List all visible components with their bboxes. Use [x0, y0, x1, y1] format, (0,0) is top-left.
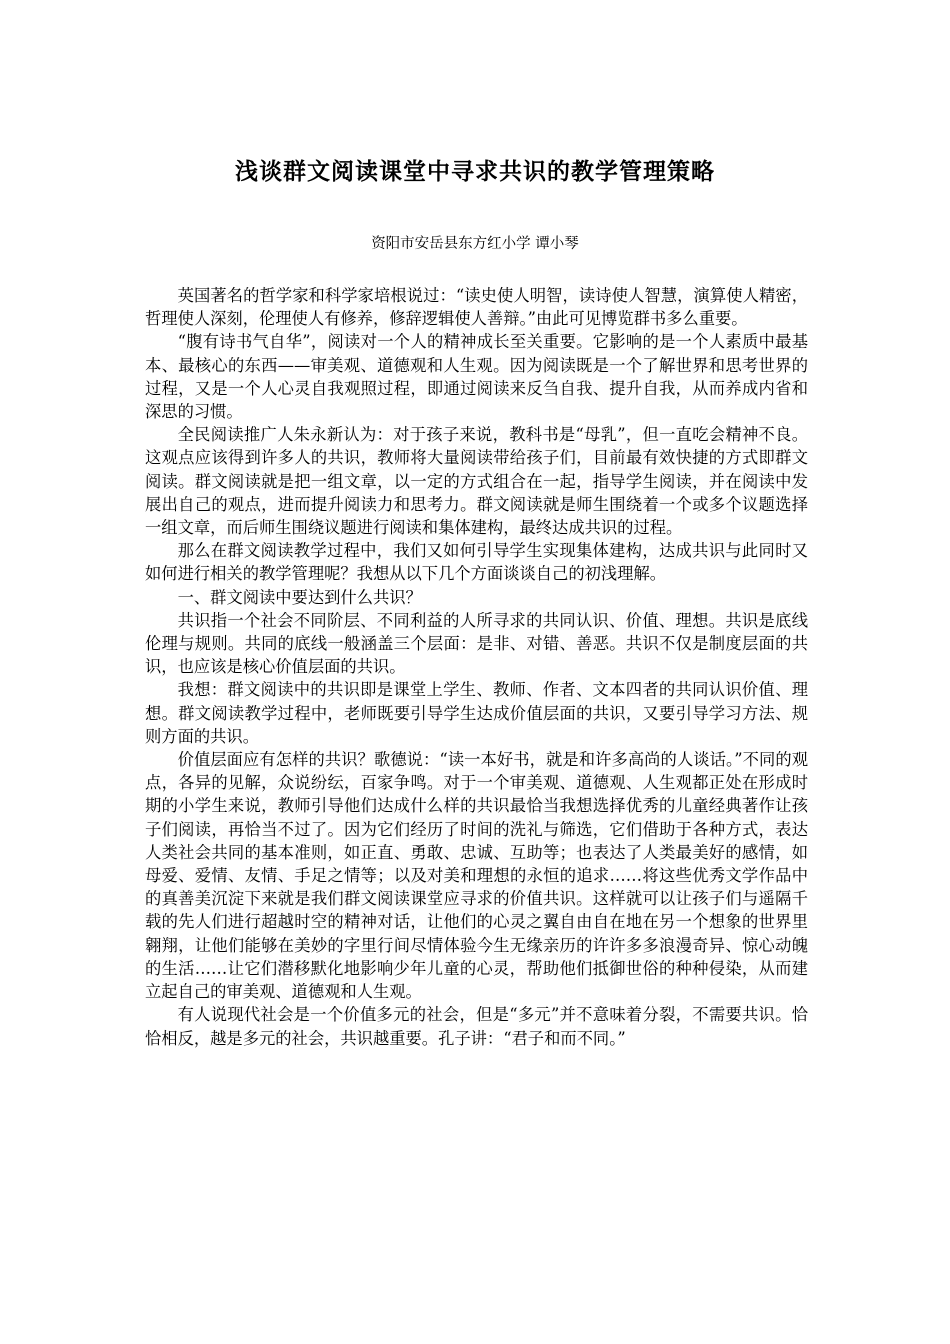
author-line: 资阳市安岳县东方红小学 谭小琴 [371, 236, 579, 252]
paragraph: “腹有诗书气自华”，阅读对一个人的精神成长至关重要。它影响的是一个人素质中最基本、最核心的东西——审美观、道德观和人生观。因为阅读既是一个了解世界和思考世界的过程，又是一个人心灵自我观照过程，即通过阅读来反刍自我、提升自我，从而养成内省和深思的习惯。 [145, 332, 808, 422]
paragraph: 英国著名的哲学家和科学家培根说过：“读史使人明智，读诗使人智慧，演算使人精密，哲理使人深刻，伦理使人有修养，修辞逻辑使人善辩。”由此可见博览群书多么重要。 [145, 286, 808, 329]
paragraph: 那么在群文阅读教学过程中，我们又如何引导学生实现集体建构，达成共识与此同时又如何进行相关的教学管理呢？我想从以下几个方面谈谈自己的初浅理解。 [145, 541, 808, 584]
paragraph: 共识指一个社会不同阶层、不同利益的人所寻求的共同认识、价值、理想。共识是底线伦理与规则。共同的底线一般涵盖三个层面：是非、对错、善恶。共识不仅是制度层面的共识，也应该是核心价值层面的共识。 [145, 610, 808, 677]
paragraph: 有人说现代社会是一个价值多元的社会，但是“多元”并不意味着分裂，不需要共识。恰恰相反，越是多元的社会，共识越重要。孔子讲：“君子和而不同。” [145, 1005, 808, 1048]
paragraph: 我想：群文阅读中的共识即是课堂上学生、教师、作者、文本四者的共同认识价值、理想。群文阅读教学过程中，老师既要引导学生达成价值层面的共识，又要引导学习方法、规则方面的共识。 [145, 680, 808, 746]
document-title: 浅谈群文阅读课堂中寻求共识的教学管理策略 [235, 158, 715, 185]
section-heading: 一、群文阅读中要达到什么共识？ [177, 587, 422, 607]
paragraph: 价值层面应有怎样的共识？歌德说：“读一本好书，就是和许多高尚的人谈话。”不同的观点，各异的见解，众说纷纭，百家争鸣。对于一个审美观、道德观、人生观都正处在形成时期的小学生来说，教师引导他们达成什么样的共识最恰当我想选择优秀的儿童经典著作让孩子们阅读，再恰当不过了。因为它们经历了时间的洗礼与筛选，它们借助于各种方式，表达人类社会共同的基本准则，如正直、勇敢、忠诚、互助等；也表达了人类最美好的感情，如母爱、爱情、友情、手足之情等；以及对美和理想的永恒的追求……将这些优秀文学作品中的真善美沉淀下来就是我们群文阅读课堂应寻求的价值共识。这样就可以让孩子们与遥隔千载的先人们进行超越时空的精神对话，让他们的心灵之翼自由自在地在另一个想象的世界里翱翔，让他们能够在美妙的字里行间尽情体验今生无缘亲历的许许多多浪漫奇异、惊心动魄的生活……让它们潜移默化地影响少年儿童的心灵，帮助他们抵御世俗的种种侵染，从而建立起自己的审美观、道德观和人生观。 [145, 750, 808, 1002]
document-body [145, 284, 808, 1050]
paragraph: 全民阅读推广人朱永新认为：对于孩子来说，教科书是“母乳”，但一直吃会精神不良。这观点应该得到许多人的共识，教师将大量阅读带给孩子们，目前最有效快捷的方式即群文阅读。群文阅读就是把一组文章，以一定的方式组合在一起，指导学生阅读，并在阅读中发展出自己的观点，进而提升阅读力和思考力。群文阅读就是师生围绕着一个或多个议题选择一组文章，而后师生围绕议题进行阅读和集体建构，最终达成共识的过程。 [145, 425, 808, 538]
